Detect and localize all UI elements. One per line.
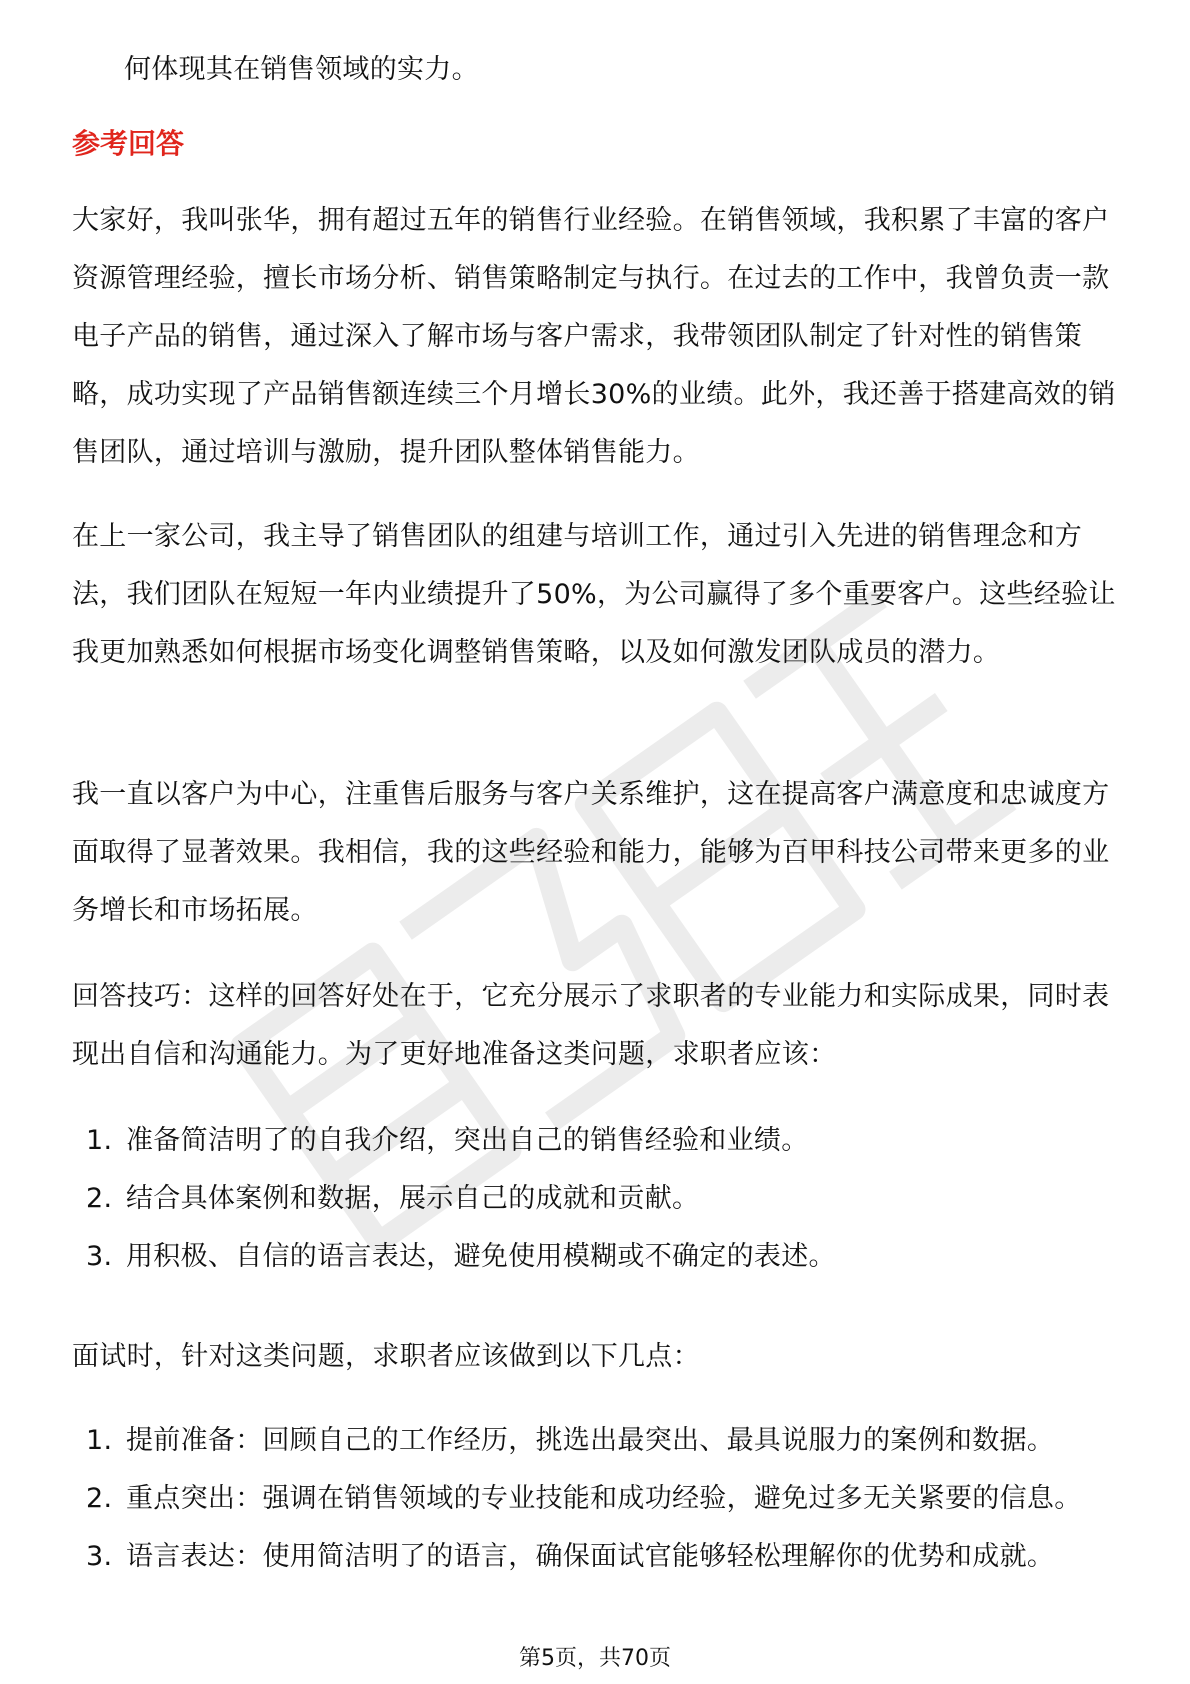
continued-question-text: 何体现其在销售领域的实力。	[124, 54, 479, 85]
list-item-text: 用积极、自信的语言表达，避免使用模糊或不确定的表述。	[126, 1241, 836, 1272]
answer-paragraph-1: 大家好，我叫张华，拥有超过五年的销售行业经验。在销售领域，我积累了丰富的客户资源管理经验，擅长市场分析、销售策略制定与执行。在过去的工作中，我曾负责一款电子产品的销售，通过深入了解市场与客户需求，我带领团队制定了针对性的销售策略，成功实现了产品销售额连续三个月增长30%的业绩。此外，我还善于搭建高效的销售团队，通过培训与激励，提升团队整体销售能力。	[72, 205, 1116, 468]
list-number: 1.	[86, 1125, 113, 1156]
answer-paragraph-2: 在上一家公司，我主导了销售团队的组建与培训工作，通过引入先进的销售理念和方法，我们团队在短短一年内业绩提升了50%，为公司赢得了多个重要客户。这些经验让我更加熟悉如何根据市场变化调整销售策略，以及如何激发团队成员的潜力。	[72, 521, 1116, 668]
list-item	[72, 1470, 1122, 1528]
list-item-text: 重点突出：强调在销售领域的专业技能和成功经验，避免过多无关紧要的信息。	[126, 1483, 1082, 1514]
interview-points-intro: 面试时，针对这类问题，求职者应该做到以下几点：	[72, 1341, 700, 1372]
list-number: 3.	[86, 1241, 113, 1272]
list-item	[72, 1170, 1122, 1228]
list-item	[72, 1228, 1122, 1286]
preparation-list	[72, 1112, 1122, 1286]
section-heading: 参考回答	[72, 127, 185, 160]
list-item	[72, 1412, 1122, 1470]
list-number: 2.	[86, 1183, 113, 1214]
list-item	[72, 1528, 1122, 1586]
list-item-text: 提前准备：回顾自己的工作经历，挑选出最突出、最具说服力的案例和数据。	[126, 1425, 1055, 1456]
list-number: 2.	[86, 1483, 113, 1514]
interview-points-list	[72, 1412, 1122, 1586]
list-item	[72, 1112, 1122, 1170]
list-item-text: 结合具体案例和数据，展示自己的成就和贡献。	[126, 1183, 700, 1214]
page-number-footer: 第5页，共70页	[519, 1646, 671, 1671]
answer-paragraph-3: 我一直以客户为中心，注重售后服务与客户关系维护，这在提高客户满意度和忠诚度方面取得了显著效果。我相信，我的这些经验和能力，能够为百甲科技公司带来更多的业务增长和市场拓展。	[72, 779, 1110, 926]
list-number: 1.	[86, 1425, 113, 1456]
tips-paragraph: 回答技巧：这样的回答好处在于，它充分展示了求职者的专业能力和实际成果，同时表现出自信和沟通能力。为了更好地准备这类问题，求职者应该：	[72, 981, 1110, 1070]
list-item-text: 准备简洁明了的自我介绍，突出自己的销售经验和业绩。	[126, 1125, 809, 1156]
list-number: 3.	[86, 1541, 113, 1572]
list-item-text: 语言表达：使用简洁明了的语言，确保面试官能够轻松理解你的优势和成就。	[126, 1541, 1055, 1572]
